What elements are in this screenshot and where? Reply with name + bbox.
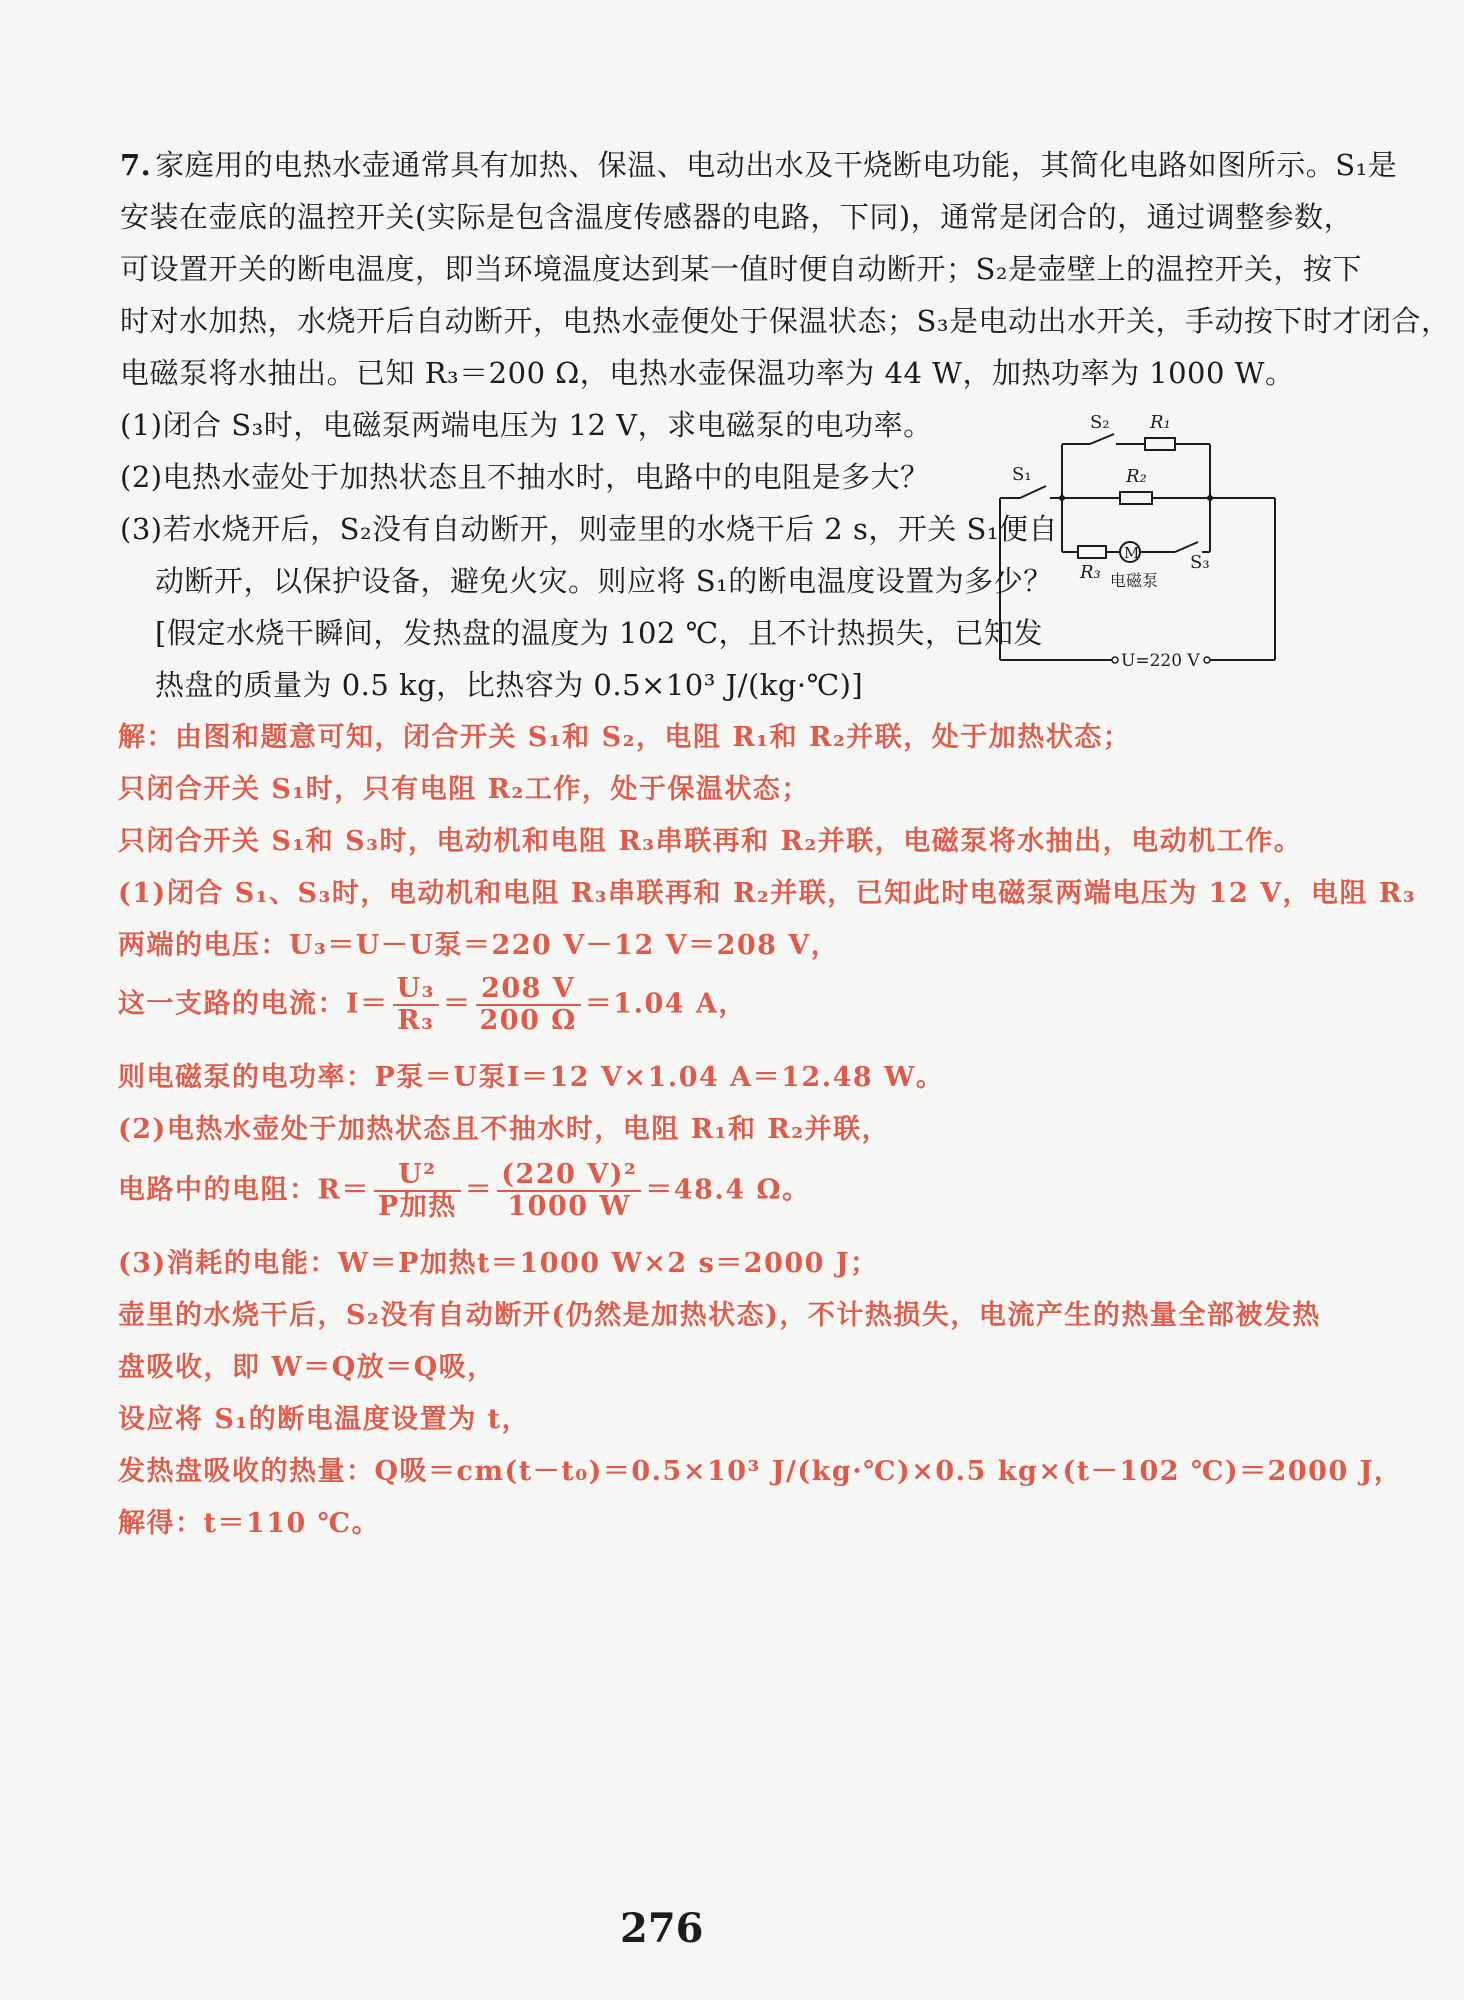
junction-dot-left [1059, 495, 1065, 501]
resistance-fraction-2: $\frac{\text{(220 V)²}}{1000 W}$ [497, 1160, 641, 1222]
answer-line-12: 盘吸收，即 W＝Q放＝Q吸， [118, 1352, 496, 1383]
answer-line-4: (1)闭合 S₁、S₃时，电动机和电阻 R₃串联再和 R₂并联，已知此时电磁泵两端电压为 12 V，电阻 R₃ [118, 878, 1417, 909]
motor-label: M [1124, 544, 1140, 562]
answer-line-9: 电路中的电阻：R＝ $\frac{\text{U²}}{\text{P加热}}$ ＝ $\frac{\text{(220 V)²}}{1000 W}$ ＝48.4 Ω。 [118, 1159, 811, 1222]
question-line-4: 时对水加热，水烧开后自动断开，电热水壶便处于保温状态；S₃是电动出水开关，手动按下时才闭合， [120, 304, 1451, 338]
r1-resistor [1145, 438, 1175, 450]
r2-label: R₂ [1126, 466, 1147, 487]
sub-question-3-line-3: [假定水烧干瞬间，发热盘的温度为 102 ℃，且不计热损失，已知发 [155, 616, 1044, 650]
s3-switch-blade [1175, 542, 1198, 552]
answer-line-3: 只闭合开关 S₁和 S₃时，电动机和电阻 R₃串联再和 R₂并联，电磁泵将水抽出，电动机工作。 [118, 826, 1303, 857]
answer-line-1: 解：由图和题意可知，闭合开关 S₁和 S₂，电阻 R₁和 R₂并联，处于加热状态； [118, 722, 1132, 753]
r2-resistor [1120, 492, 1152, 504]
current-fraction-2: $\frac{208 V}{200 \Omega}$ [476, 974, 581, 1036]
question-line-3: 可设置开关的断电温度，即当环境温度达到某一值时便自动断开；S₂是壶壁上的温控开关，按下 [120, 252, 1362, 286]
answer-line-14: 发热盘吸收的热量：Q吸＝cm(t－t₀)＝0.5×10³ J/(kg·℃)×0.5 kg×(t－102 ℃)＝2000 J， [118, 1456, 1403, 1487]
sub-question-3-line-1: (3)若水烧开后，S₂没有自动断开，则壶里的水烧干后 2 s，开关 S₁便自 [120, 512, 1059, 546]
answer-line-8: (2)电热水壶处于加热状态且不抽水时，电阻 R₁和 R₂并联， [118, 1114, 891, 1145]
r1-label: R₁ [1150, 412, 1171, 433]
answer-line-10: (3)消耗的电能：W＝P加热t＝1000 W×2 s＝2000 J； [118, 1248, 879, 1279]
sub-question-1: (1)闭合 S₃时，电磁泵两端电压为 12 V，求电磁泵的电功率。 [120, 408, 933, 442]
pump-label: 电磁泵 [1110, 571, 1159, 590]
terminal-right [1204, 657, 1210, 663]
r3-resistor [1078, 546, 1106, 558]
junction-dot-right [1207, 495, 1213, 501]
question-line-5: 电磁泵将水抽出。已知 R₃＝200 Ω，电热水壶保温功率为 44 W，加热功率为 1000 W。 [120, 356, 1295, 390]
sub-question-3-line-4: 热盘的质量为 0.5 kg，比热容为 0.5×10³ J/(kg·℃)] [155, 668, 864, 702]
answer-line-15: 解得：t＝110 ℃。 [118, 1508, 381, 1539]
answer-line-11: 壶里的水烧干后，S₂没有自动断开(仍然是加热状态)，不计热损失，电流产生的热量全部被发热 [118, 1300, 1321, 1331]
answer-line-13: 设应将 S₁的断电温度设置为 t， [118, 1404, 531, 1435]
s2-label: S₂ [1090, 412, 1110, 433]
answer-line-2: 只闭合开关 S₁时，只有电阻 R₂工作，处于保温状态； [118, 774, 810, 805]
answer-line-6: 这一支路的电流：I＝ $\frac{\text{U₃}}{\text{R₃}}$ ＝ $\frac{208 V}{200 \Omega}$ ＝1.04 A， [118, 973, 747, 1036]
current-fraction-1: $\frac{\text{U₃}}{\text{R₃}}$ [393, 974, 439, 1036]
answer-line-7: 则电磁泵的电功率：P泵＝U泵I＝12 V×1.04 A＝12.48 W。 [118, 1062, 945, 1093]
resistance-fraction-1: $\frac{\text{U²}}{\text{P加热}}$ [374, 1160, 461, 1222]
s1-label: S₁ [1012, 464, 1032, 485]
circuit-diagram [990, 400, 1290, 670]
sub-question-3-line-2: 动断开，以保护设备，避免火灾。则应将 S₁的断电温度设置为多少？ [155, 564, 1053, 598]
s2-switch-blade [1090, 434, 1114, 444]
question-line-1: 7. 家庭用的电热水壶通常具有加热、保温、电动出水及干烧断电功能，其简化电路如图所示。S₁是 [120, 148, 1398, 182]
page-number: 276 [620, 1905, 704, 1952]
answer-line-5: 两端的电压：U₃＝U－U泵＝220 V－12 V＝208 V， [118, 930, 840, 961]
question-number: 7. [120, 148, 152, 182]
question-line-2: 安装在壶底的温控开关(实际是包含温度传感器的电路，下同)，通常是闭合的，通过调整参数， [120, 200, 1354, 234]
s3-label: S₃ [1190, 552, 1210, 573]
r3-label: R₃ [1080, 562, 1101, 583]
terminal-left [1112, 657, 1118, 663]
sub-question-2: (2)电热水壶处于加热状态且不抽水时，电路中的电阻是多大？ [120, 460, 930, 494]
voltage-label: U=220 V [1121, 651, 1200, 670]
s1-switch-blade [1020, 486, 1046, 498]
